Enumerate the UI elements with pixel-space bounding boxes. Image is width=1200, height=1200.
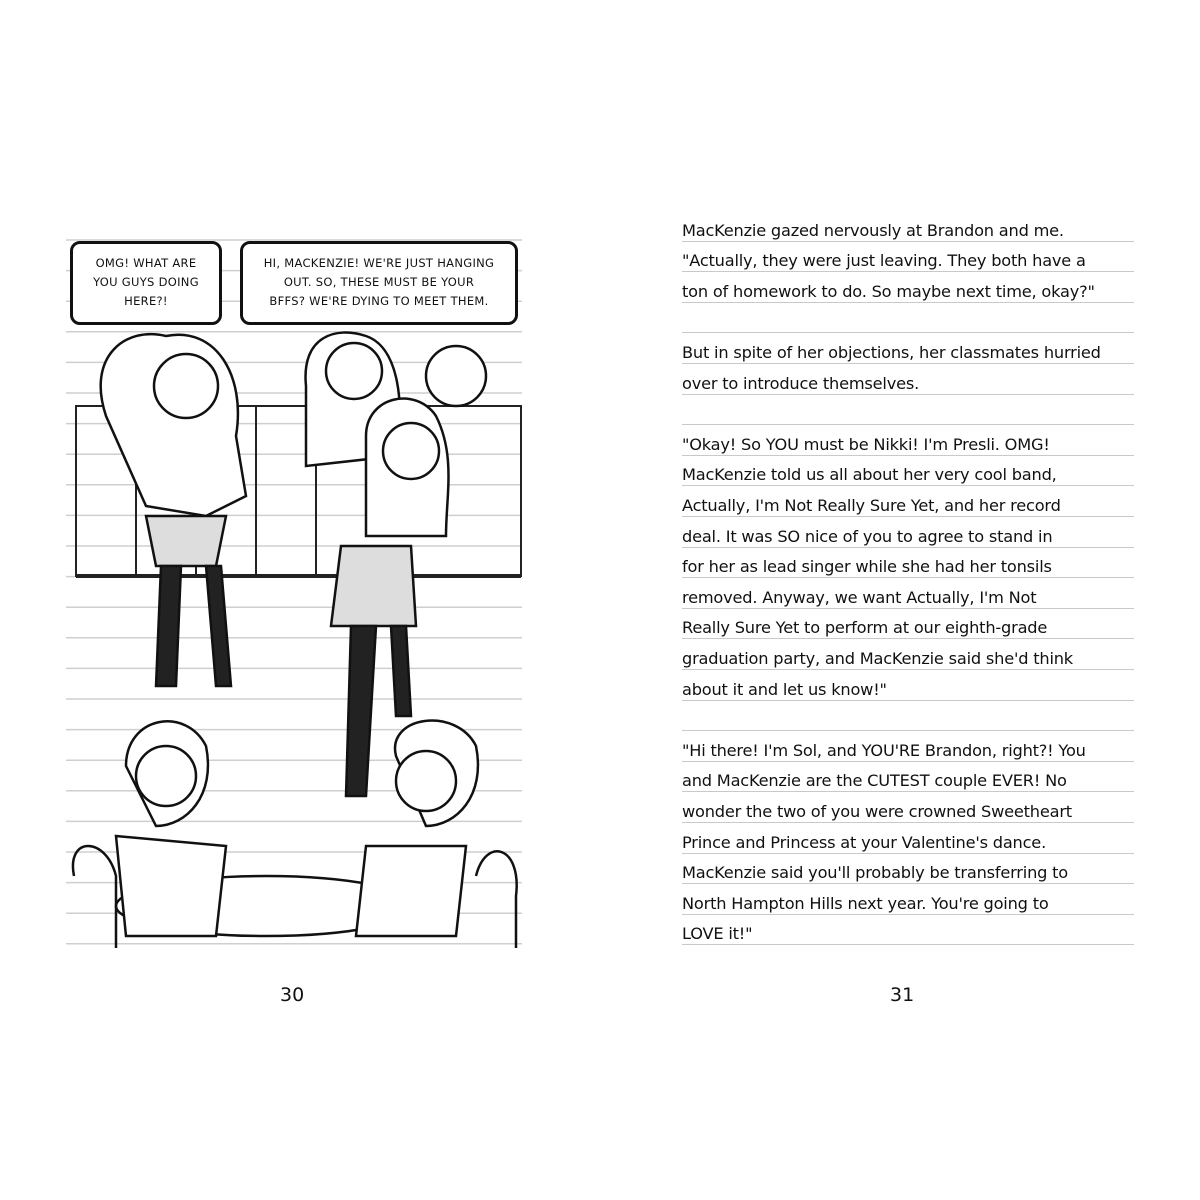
text-line: Really Sure Yet to perform at our eighth-grade xyxy=(682,618,1048,638)
ruled-line xyxy=(682,670,1134,701)
comic-illustration xyxy=(66,236,522,948)
bubble-line: HI, MACKENZIE! WE'RE JUST HANGING xyxy=(263,256,495,270)
ruled-line xyxy=(682,884,1134,915)
page-number: 31 xyxy=(890,984,915,1006)
text-line: over to introduce themselves. xyxy=(682,373,920,393)
bubble-line: YOU GUYS DOING xyxy=(93,275,199,289)
bubble-line: OMG! WHAT ARE xyxy=(95,256,197,270)
ruled-line xyxy=(682,609,1134,640)
ruled-line xyxy=(682,548,1134,579)
ruled-line xyxy=(682,639,1134,670)
text-line: removed. Anyway, we want Actually, I'm Not xyxy=(682,587,1037,607)
bubble-line: BFFS? WE'RE DYING TO MEET THEM. xyxy=(269,294,489,308)
ruled-line xyxy=(682,792,1134,823)
ruled-line xyxy=(682,486,1134,517)
speech-bubble-classmate xyxy=(240,241,518,325)
text-line: Actually, I'm Not Really Sure Yet, and her record xyxy=(682,495,1061,515)
bubble-line: HERE?! xyxy=(124,294,168,308)
text-line: But in spite of her objections, her classmates hurried xyxy=(682,342,1101,362)
text-line: graduation party, and MacKenzie said she'd think xyxy=(682,648,1073,668)
ruled-line xyxy=(682,456,1134,487)
ruled-line xyxy=(682,915,1134,946)
text-line: MacKenzie told us all about her very cool band, xyxy=(682,465,1057,485)
speech-bubble-mackenzie xyxy=(70,241,222,325)
ruled-line xyxy=(682,854,1134,885)
text-line: and MacKenzie are the CUTEST couple EVER! No xyxy=(682,771,1067,791)
text-line: ton of homework to do. So maybe next time, okay?" xyxy=(682,281,1095,301)
text-line: wonder the two of you were crowned Sweetheart xyxy=(682,801,1072,821)
text-line: North Hampton Hills next year. You're going to xyxy=(682,893,1049,913)
text-line: MacKenzie gazed nervously at Brandon and me. xyxy=(682,220,1064,240)
bubble-line: OUT. SO, THESE MUST BE YOUR xyxy=(283,275,475,289)
text-line: Prince and Princess at your Valentine's dance. xyxy=(682,832,1047,852)
text-line: deal. It was SO nice of you to agree to stand in xyxy=(682,526,1053,546)
ruled-line xyxy=(682,272,1134,303)
text-line: for her as lead singer while she had her tonsils xyxy=(682,557,1052,577)
ruled-line xyxy=(682,211,1134,242)
ruled-line xyxy=(682,395,1134,426)
ruled-line xyxy=(682,333,1134,364)
text-line: "Hi there! I'm Sol, and YOU'RE Brandon, right?! You xyxy=(682,740,1086,760)
ruled-line xyxy=(682,731,1134,762)
page-number: 30 xyxy=(280,984,305,1006)
text-line: "Actually, they were just leaving. They both have a xyxy=(682,251,1086,271)
text-line: MacKenzie said you'll probably be transferring to xyxy=(682,863,1068,883)
ruled-line xyxy=(682,823,1134,854)
text-line: LOVE it!" xyxy=(682,924,753,944)
ruled-line xyxy=(682,701,1134,732)
text-line: about it and let us know!" xyxy=(682,679,887,699)
ruled-line xyxy=(682,762,1134,793)
ruled-line xyxy=(682,364,1134,395)
ruled-line xyxy=(682,242,1134,273)
ruled-line xyxy=(682,578,1134,609)
ruled-line xyxy=(682,425,1134,456)
ruled-line xyxy=(682,303,1134,334)
text-line: "Okay! So YOU must be Nikki! I'm Presli. OMG! xyxy=(682,434,1050,454)
ruled-line xyxy=(682,517,1134,548)
